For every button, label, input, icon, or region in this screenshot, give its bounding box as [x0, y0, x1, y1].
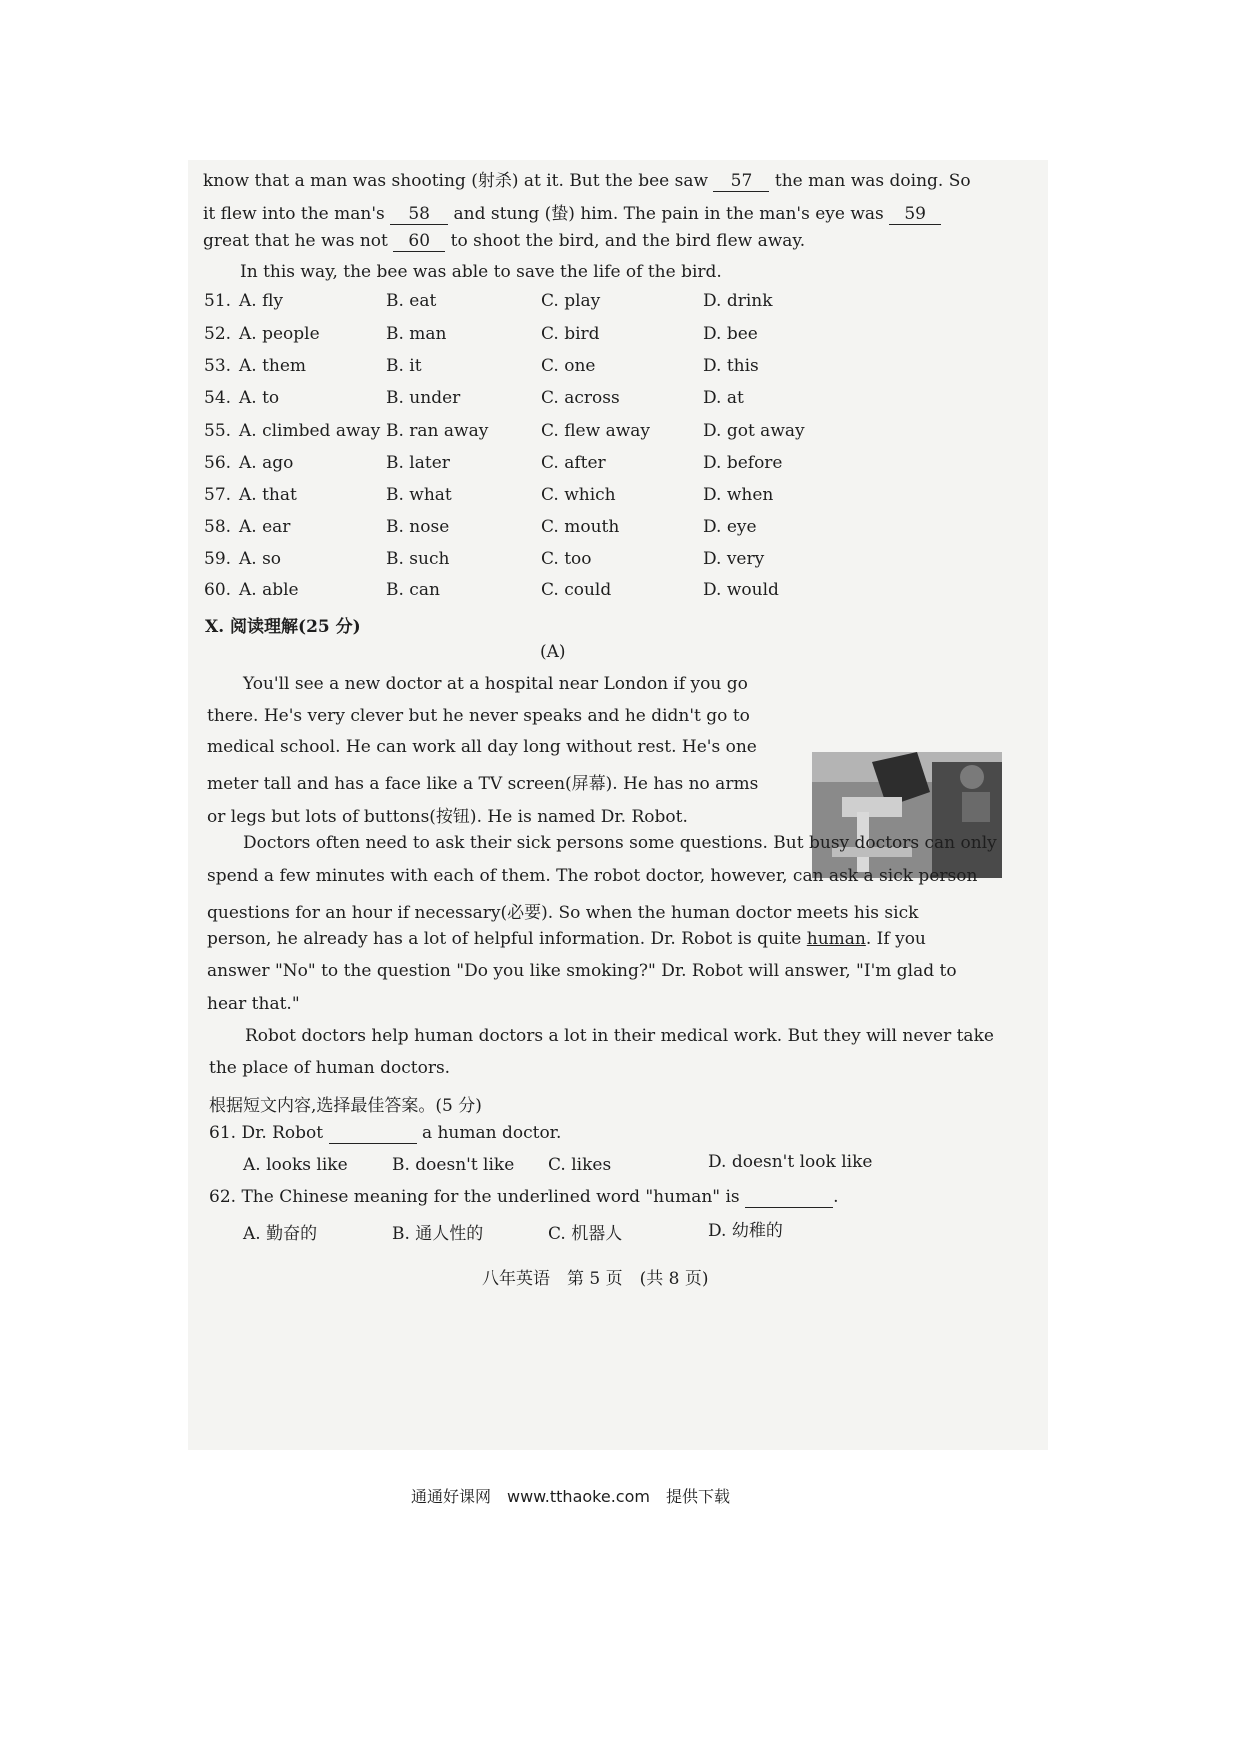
cloze-option-c: C. one	[541, 356, 596, 376]
cloze-option-c: C. mouth	[541, 517, 620, 537]
cloze-option-d: D. would	[703, 580, 779, 600]
blank-57: 57	[713, 172, 769, 192]
blank-60: 60	[393, 232, 445, 252]
instructions: 根据短文内容,选择最佳答案。(5 分)	[209, 1096, 482, 1116]
cloze-option-a: A. to	[239, 388, 280, 408]
cloze-option-d: D. bee	[703, 324, 758, 344]
cloze-option-b: B. such	[386, 549, 450, 569]
text: it flew into the man's	[203, 204, 385, 224]
cloze-question-number: 56.	[204, 453, 232, 473]
cloze-option-b: B. under	[386, 388, 461, 408]
cloze-question-number: 58.	[204, 517, 232, 537]
text: 61. Dr. Robot	[209, 1123, 324, 1143]
blank-59: 59	[889, 205, 941, 225]
cloze-question-number: 54.	[204, 388, 232, 408]
reading-line-4: meter tall and has a face like a TV screen(屏幕). He has no arms	[207, 774, 759, 794]
cloze-option-a: A. fly	[239, 291, 284, 311]
q62-option-b: B. 通人性的	[392, 1224, 484, 1244]
cloze-question-number: 51.	[204, 291, 232, 311]
blank-61	[329, 1124, 417, 1144]
robot-photo-drawing	[812, 752, 1002, 878]
cloze-option-c: C. too	[541, 549, 592, 569]
cloze-option-d: D. very	[703, 549, 765, 569]
cloze-option-b: B. man	[386, 324, 447, 344]
cloze-option-b: B. eat	[386, 291, 437, 311]
cloze-question-number: 59.	[204, 549, 232, 569]
cloze-option-c: C. which	[541, 485, 616, 505]
cloze-option-d: D. at	[703, 388, 744, 408]
cloze-option-c: C. across	[541, 388, 620, 408]
cloze-option-b: B. nose	[386, 517, 450, 537]
text: to shoot the bird, and the bird flew away.	[450, 231, 806, 251]
question-62: 62. The Chinese meaning for the underlined word "human" is .	[209, 1187, 839, 1207]
section-title: Ⅹ. 阅读理解(25 分)	[205, 617, 361, 637]
passage-line-2	[203, 199, 941, 225]
cloze-option-d: D. eye	[703, 517, 757, 537]
cloze-option-a: A. able	[239, 580, 299, 600]
reading-line-2: there. He's very clever but he never speaks and he didn't go to	[207, 706, 750, 726]
cloze-option-b: B. can	[386, 580, 440, 600]
text: know that a man was shooting (射杀) at it. But the bee saw	[203, 171, 709, 191]
cloze-option-b: B. what	[386, 485, 452, 505]
cloze-option-d: D. this	[703, 356, 759, 376]
site-watermark-footer: 通通好课网 www.tthaoke.com 提供下载	[411, 1487, 730, 1506]
blank-58: 58	[390, 205, 448, 225]
q62-option-a: A. 勤奋的	[243, 1224, 318, 1244]
reading-line-9	[207, 929, 926, 949]
cloze-question-number: 53.	[204, 356, 232, 376]
q61-option-b: B. doesn't like	[392, 1155, 515, 1175]
reading-line-7: spend a few minutes with each of them. The robot doctor, however, can ask a sick person	[207, 866, 978, 886]
reading-line-3: medical school. He can work all day long without rest. He's one	[207, 737, 757, 757]
cloze-option-c: C. flew away	[541, 421, 650, 441]
q61-option-a: A. looks like	[243, 1155, 348, 1175]
text: and stung (蛰) him. The pain in the man's eye was	[453, 204, 884, 224]
blank-62	[745, 1188, 833, 1208]
cloze-option-a: A. them	[239, 356, 307, 376]
passage-line-3	[203, 231, 805, 252]
text: 62. The Chinese meaning for the underlined word "human" is	[209, 1187, 740, 1207]
reading-line-12: Robot doctors help human doctors a lot in their medical work. But they will never take	[245, 1026, 994, 1046]
question-61	[209, 1123, 561, 1144]
cloze-option-d: D. got away	[703, 421, 805, 441]
cloze-option-a: A. that	[239, 485, 297, 505]
cloze-option-a: A. ago	[239, 453, 294, 473]
reading-line-6: Doctors often need to ask their sick persons some questions. But busy doctors can only	[243, 833, 997, 853]
page-footer: 八年英语 第 5 页 (共 8 页)	[482, 1269, 709, 1289]
cloze-question-number: 57.	[204, 485, 232, 505]
cloze-option-a: A. ear	[239, 517, 291, 537]
reading-line-11: hear that."	[207, 994, 300, 1014]
reading-line-10: answer "No" to the question "Do you like smoking?" Dr. Robot will answer, "I'm glad to	[207, 961, 957, 981]
passage-line-4: In this way, the bee was able to save the life of the bird.	[240, 262, 722, 282]
cloze-option-c: C. bird	[541, 324, 600, 344]
text: a human doctor.	[421, 1123, 562, 1143]
reading-line-8: questions for an hour if necessary(必要). So when the human doctor meets his sick	[207, 903, 919, 923]
passage-line-1	[203, 166, 971, 192]
cloze-question-number: 55.	[204, 421, 232, 441]
cloze-question-number: 52.	[204, 324, 232, 344]
reading-line-1: You'll see a new doctor at a hospital near London if you go	[243, 674, 748, 694]
text: person, he already has a lot of helpful information. Dr. Robot is quite	[207, 929, 802, 949]
cloze-option-c: C. could	[541, 580, 612, 600]
reading-line-13: the place of human doctors.	[209, 1058, 451, 1078]
text: the man was doing. So	[774, 171, 971, 191]
cloze-option-a: A. people	[239, 324, 320, 344]
cloze-option-c: C. play	[541, 291, 601, 311]
cloze-option-c: C. after	[541, 453, 606, 473]
cloze-option-d: D. when	[703, 485, 774, 505]
q61-option-d: D. doesn't look like	[708, 1152, 873, 1172]
cloze-option-a: A. so	[239, 549, 282, 569]
text: . If you	[865, 929, 926, 949]
underlined-word-human: human	[806, 929, 866, 949]
cloze-option-b: B. later	[386, 453, 450, 473]
cloze-option-d: D. before	[703, 453, 783, 473]
q61-option-c: C. likes	[548, 1155, 612, 1175]
cloze-option-d: D. drink	[703, 291, 773, 311]
cloze-option-b: B. ran away	[386, 421, 489, 441]
cloze-option-a: A. climbed away	[239, 421, 381, 441]
cloze-question-number: 60.	[204, 580, 232, 600]
robot-doctor-photo	[812, 752, 1002, 878]
q62-option-c: C. 机器人	[548, 1224, 623, 1244]
reading-line-5: or legs but lots of buttons(按钮). He is named Dr. Robot.	[207, 807, 688, 827]
text: great that he was not	[203, 231, 388, 251]
cloze-option-b: B. it	[386, 356, 422, 376]
part-label: (A)	[540, 642, 566, 662]
q62-option-d: D. 幼稚的	[708, 1221, 783, 1241]
